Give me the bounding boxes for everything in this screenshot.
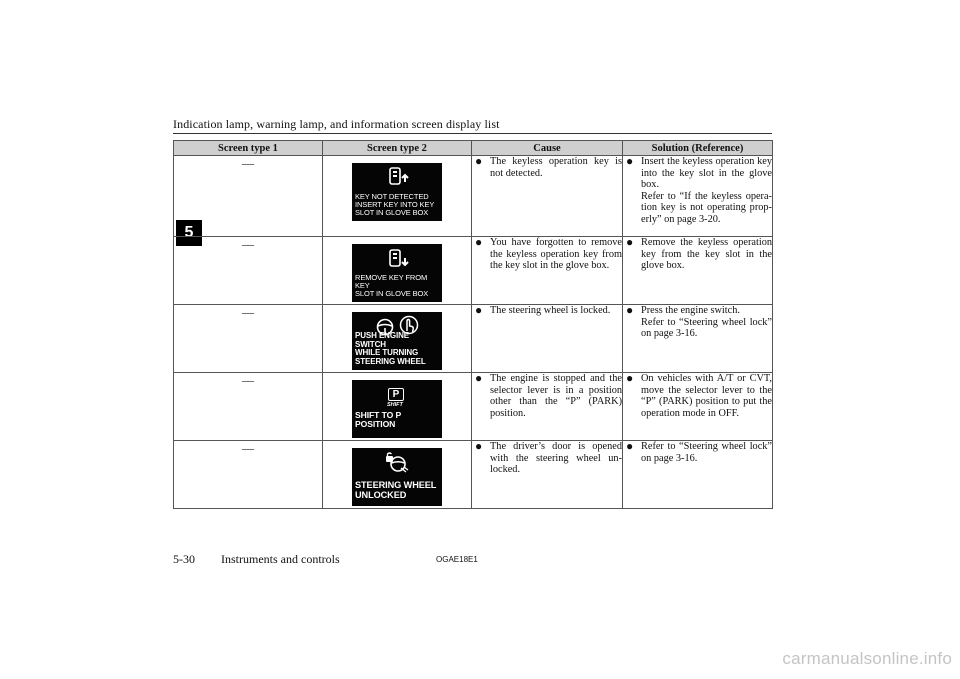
page-number: 5-30: [173, 552, 195, 566]
bullet-icon: ●: [626, 303, 634, 317]
key-fob-down-icon: [387, 248, 411, 270]
page-header-title: Indication lamp, warning lamp, and information screen display list: [173, 117, 500, 131]
bullet-icon: ●: [475, 154, 483, 168]
solution-cell: [623, 237, 773, 305]
screen-type-2-cell: [323, 305, 472, 373]
table-row: [174, 305, 773, 373]
cause-cell: [472, 305, 623, 373]
bullet-icon: ●: [475, 371, 483, 385]
screen-type-2-cell: [323, 373, 472, 441]
bullet-icon: ●: [475, 303, 483, 317]
section-title: Instruments and controls: [221, 552, 340, 566]
solution-text: On vehicles with A/T or CVT, move the selector lever to the “P” (PARK) position to put the operation mode in OFF.: [641, 373, 772, 419]
screen-type-1-cell: —: [174, 237, 323, 305]
cause-cell: [472, 156, 623, 237]
cause-cell: [472, 237, 623, 305]
display-screen-shift-to-p: [352, 380, 442, 438]
solution-text: Insert the keyless operation key into the key slot in the glove box. Refer to “If the keyless opera-tion key is not operating prop-erly” on page 3-20.: [641, 156, 772, 225]
bullet-icon: ●: [626, 235, 634, 249]
cause-cell: [472, 373, 623, 441]
solution-cell: [623, 305, 773, 373]
info-screen-table: [173, 140, 773, 509]
screen-message: KEY NOT DETECTED INSERT KEY INTO KEY SLOT IN GLOVE BOX: [355, 192, 435, 217]
screen-type-2-cell: [323, 237, 472, 305]
solution-cell: [623, 156, 773, 237]
cause-cell: [472, 441, 623, 509]
screen-type-1-cell: —: [174, 441, 323, 509]
document-code: OGAE18E1: [436, 555, 478, 564]
bullet-icon: ●: [475, 235, 483, 249]
solution-cell: [623, 373, 773, 441]
display-screen-remove-key: [352, 244, 442, 302]
bullet-icon: ●: [626, 439, 634, 453]
header-divider: [173, 133, 772, 134]
screen-message: REMOVE KEY FROM KEY SLOT IN GLOVE BOX: [355, 273, 429, 298]
key-fob-up-icon: [387, 166, 411, 188]
column-header-solution: Solution (Reference): [623, 141, 773, 156]
chapter-tab: 5: [176, 220, 202, 246]
bullet-icon: ●: [475, 439, 483, 453]
cause-text: You have forgotten to remove the keyless operation key from the key slot in the glove box.: [490, 237, 622, 272]
solution-text: Refer to “Steering wheel lock” on page 3-16.: [641, 441, 772, 464]
cause-text: The engine is stopped and the selector lever is in a position other than the “P” (PARK) position.: [490, 373, 622, 419]
watermark: carmanualsonline.info: [782, 649, 952, 668]
solution-text: Remove the keyless operation key from the key slot in the glove box.: [641, 237, 772, 272]
screen-type-1-cell: —: [174, 305, 323, 373]
solution-text: Press the engine switch. Refer to “Steering wheel lock” on page 3-16.: [641, 305, 772, 340]
display-screen-push-engine-switch: [352, 312, 442, 370]
screen-type-2-cell: [323, 441, 472, 509]
column-header-screen-type-2: Screen type 2: [323, 141, 472, 156]
solution-cell: [623, 441, 773, 509]
screen-type-2-cell: [323, 156, 472, 237]
screen-type-1-cell: —: [174, 373, 323, 441]
screen-message: PUSH ENGINE SWITCH WHILE TURNING STEERING WHEEL: [355, 331, 426, 366]
table-row: [174, 237, 773, 305]
screen-message: STEERING WHEEL UNLOCKED: [355, 480, 437, 500]
screen-message: SHIFT TO P POSITION: [355, 410, 401, 429]
table-row: [174, 373, 773, 441]
p-position-icon: P: [388, 388, 404, 401]
display-screen-steering-unlocked: [352, 448, 442, 506]
cause-text: The keyless operation key is not detected.: [490, 156, 622, 179]
screen-type-1-cell: —: [174, 156, 323, 237]
cause-text: The driver’s door is opened with the steering wheel un-locked.: [490, 441, 622, 476]
shift-icon-label: SHIFT: [387, 402, 403, 408]
table-row: [174, 441, 773, 509]
table-header-row: [174, 141, 773, 156]
display-screen-key-not-detected: [352, 163, 442, 221]
bullet-icon: ●: [626, 154, 634, 168]
cause-text: The steering wheel is locked.: [490, 305, 611, 316]
column-header-cause: Cause: [472, 141, 623, 156]
bullet-icon: ●: [626, 371, 634, 385]
table-row: [174, 156, 773, 237]
column-header-screen-type-1: Screen type 1: [174, 141, 323, 156]
steering-lock-icon: [384, 452, 410, 474]
